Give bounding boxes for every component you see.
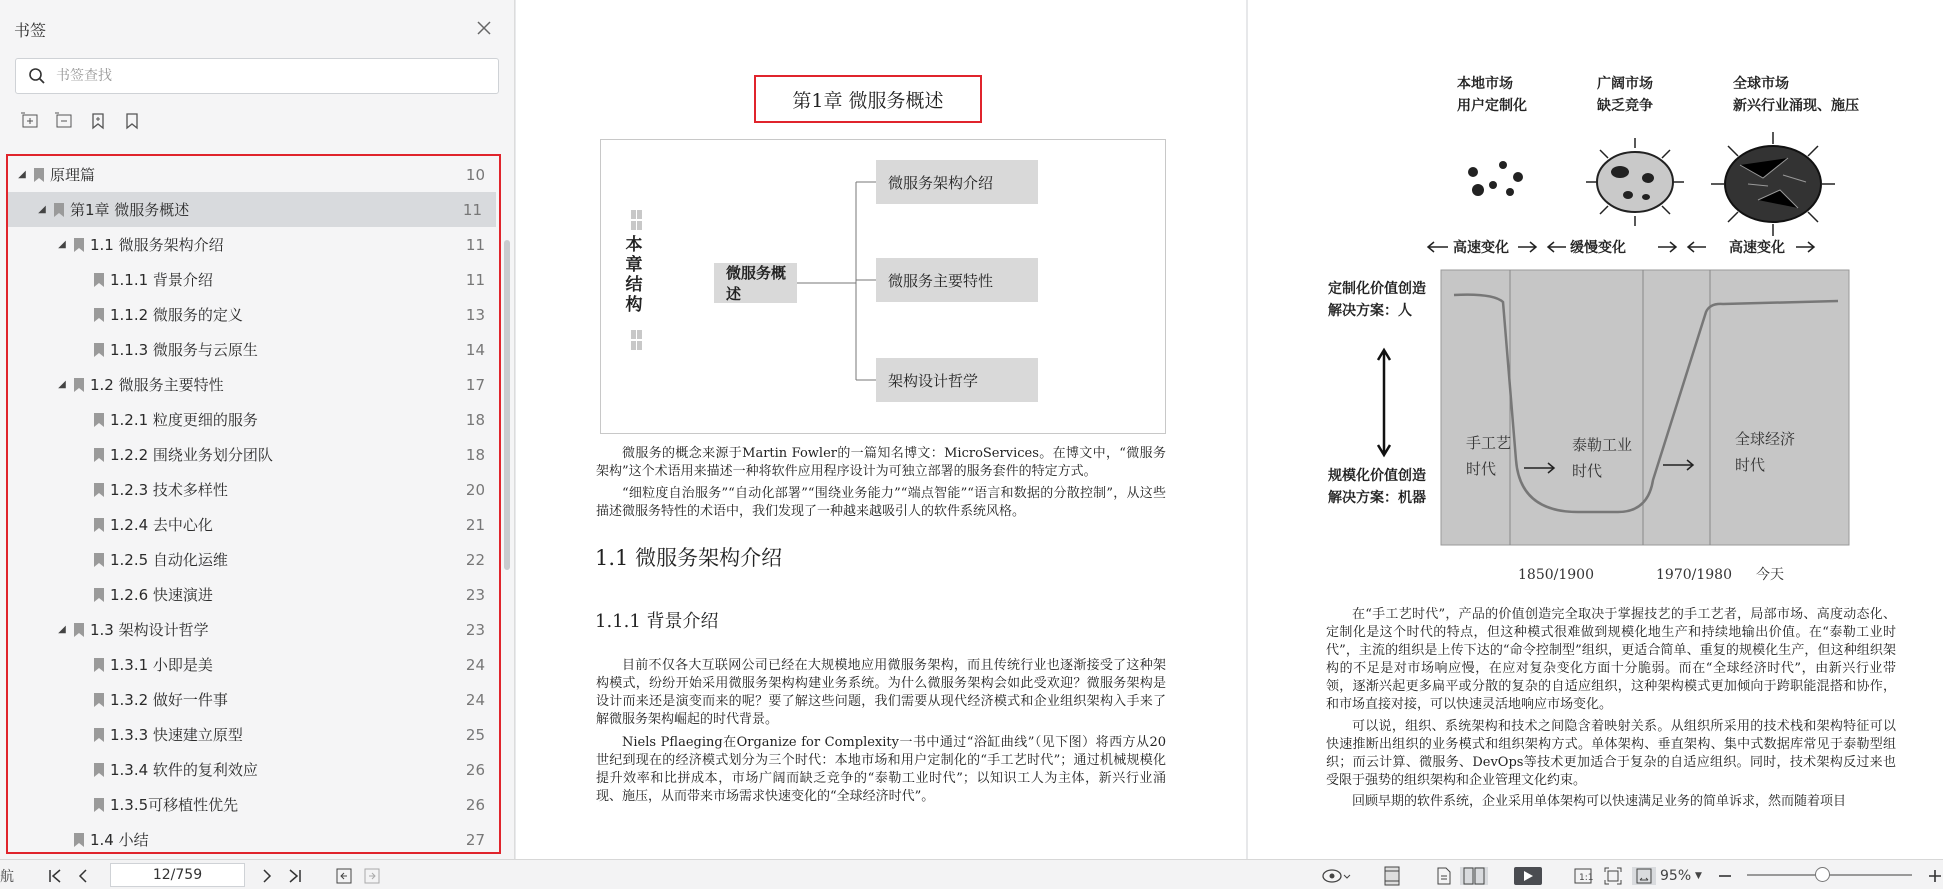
- bookmark-icon: [94, 518, 104, 532]
- tree-item-page: 18: [465, 445, 485, 464]
- era-label-line: 时代: [1735, 456, 1766, 474]
- bookmark-icon: [94, 343, 104, 357]
- bookmark-icon: [94, 798, 104, 812]
- forward-button[interactable]: [364, 867, 380, 885]
- bookmark-icon: [94, 553, 104, 567]
- speed-label: 缓慢变化: [1570, 240, 1626, 256]
- tree-item-label: 1.2.6 快速演进: [110, 586, 213, 604]
- collapse-all-icon: [54, 111, 74, 131]
- collapse-all-button[interactable]: [54, 111, 74, 131]
- bookmark-icon: [94, 273, 104, 287]
- zoom-slider-handle[interactable]: [1815, 867, 1830, 882]
- tree-item-label: 原理篇: [50, 166, 96, 184]
- tree-item-page: 14: [465, 340, 485, 359]
- play-button[interactable]: [1514, 867, 1542, 885]
- continuous-scroll-button[interactable]: [1382, 867, 1402, 885]
- fit-page-button[interactable]: [1604, 867, 1622, 885]
- year-label: 1970/1980: [1656, 567, 1732, 583]
- bookmark-icon: [94, 448, 104, 462]
- bookmark-icon: [94, 693, 104, 707]
- caret-down-icon[interactable]: ◢: [58, 624, 66, 635]
- document-view[interactable]: [516, 0, 1943, 859]
- era-label-line: 手工艺: [1466, 434, 1512, 452]
- tree-item-label: 1.3 架构设计哲学: [90, 621, 209, 639]
- tree-item-page: 18: [465, 410, 485, 429]
- tree-item-page: 11: [465, 270, 485, 289]
- tree-item[interactable]: [8, 822, 499, 857]
- tree-item[interactable]: [8, 682, 499, 717]
- sidebar-scrollbar[interactable]: [504, 240, 510, 570]
- eye-protection-button[interactable]: [1322, 867, 1350, 885]
- tree-item[interactable]: [8, 472, 499, 507]
- tree-item-page: 13: [465, 305, 485, 324]
- tree-item-page: 11: [462, 200, 482, 219]
- tree-item-label: 1.2.3 技术多样性: [110, 481, 228, 499]
- bookmark-icon: [74, 623, 84, 637]
- bookmark-icon: [74, 833, 84, 847]
- year-label: 1850/1900: [1518, 567, 1594, 583]
- paragraph: 目前不仅各大互联网公司已经在大规模地应用微服务架构，而且传统行业也逐渐接受了这种架构模式，纷纷开始采用微服务架构构建业务系统。为什么微服务架构会如此受欢迎？微服务架构是设计而来还是演变而来的呢？要了解这些问题，我们需要从现代经济模式和企业组织架构入手来了解微服务架构崛起的时代背景。: [596, 658, 1166, 727]
- double-page-icon: [1463, 867, 1485, 885]
- market-label-line: 缺乏竞争: [1597, 98, 1653, 114]
- paragraph: Niels Pflaeging在Organize for Complexity一书中通过“浴缸曲线”（见下图）将西方从20世纪到现在的经济模式划分为三个时代：本地市场和用户定制化的“手工艺时代”；通过机械规模化提升效率和比拼成本，市场广阔而缺乏竞争的“泰勒工业时代”；以知识工人为主体，新兴行业涌现、施压，从而带来市场需求快速变化的“全球经济时代”。: [596, 735, 1166, 804]
- back-icon: [336, 868, 352, 884]
- era-label: [1572, 432, 1632, 484]
- tree-item-label: 1.3.2 做好一件事: [110, 691, 228, 709]
- tree-item-label: 1.3.4 软件的复利效应: [110, 761, 258, 779]
- tree-item[interactable]: [8, 752, 499, 787]
- tree-item[interactable]: [8, 717, 499, 752]
- tree-item-page: 26: [465, 795, 485, 814]
- tree-item-page: 23: [465, 585, 485, 604]
- bookmark-icon: [122, 111, 142, 131]
- section-heading: 1.1 微服务架构介绍: [595, 546, 783, 570]
- chapter-structure-diagram: [600, 139, 1166, 434]
- plus-icon: [1928, 869, 1942, 883]
- bookmark-icon: [94, 588, 104, 602]
- tree-item-label: 1.3.3 快速建立原型: [110, 726, 243, 744]
- era-label: [1735, 426, 1795, 478]
- chevron-right-icon: [260, 869, 274, 883]
- tree-item-label: 1.4 小结: [90, 831, 149, 849]
- page-right: [1248, 0, 1943, 859]
- remove-bookmark-button[interactable]: [122, 111, 142, 131]
- year-label: 今天: [1756, 567, 1784, 583]
- tree-item[interactable]: [8, 402, 499, 437]
- last-page-icon: [288, 869, 302, 883]
- tree-item[interactable]: [8, 542, 499, 577]
- actual-size-icon: [1574, 868, 1592, 884]
- paragraph: 回顾早期的软件系统，企业采用单体架构可以快速满足业务的简单诉求，然而随着项目: [1352, 794, 1847, 809]
- expand-all-icon: [20, 111, 40, 131]
- tree-item[interactable]: [8, 262, 499, 297]
- tree-item-label: 1.2.4 去中心化: [110, 516, 213, 534]
- structure-branch-node: 架构设计哲学: [876, 358, 1038, 402]
- era-label-line: 时代: [1466, 460, 1497, 478]
- tree-item[interactable]: [8, 297, 499, 332]
- tree-item-label: 1.2.5 自动化运维: [110, 551, 228, 569]
- tree-item-label: 1.2.2 围绕业务划分团队: [110, 446, 273, 464]
- first-page-button[interactable]: [48, 867, 62, 885]
- tree-item[interactable]: [8, 437, 499, 472]
- caret-down-icon[interactable]: ◢: [38, 204, 46, 215]
- tree-item[interactable]: [8, 157, 499, 192]
- zoom-out-button[interactable]: [1718, 867, 1732, 885]
- tree-item-page: 24: [465, 690, 485, 709]
- scroll-mode-icon: [1382, 867, 1402, 885]
- tree-item-page: 27: [465, 830, 485, 849]
- tree-item[interactable]: [8, 367, 499, 402]
- chapter-title: 第1章 微服务概述: [792, 89, 944, 112]
- value-creation-line: 解决方案：机器: [1328, 490, 1426, 506]
- value-creation-label: [1328, 278, 1426, 322]
- add-bookmark-icon: [88, 111, 108, 131]
- tree-item-page: 22: [465, 550, 485, 569]
- bookmark-icon: [94, 308, 104, 322]
- structure-branch-node: 微服务架构介绍: [876, 160, 1038, 204]
- add-bookmark-button[interactable]: [88, 111, 108, 131]
- search-input[interactable]: [56, 68, 476, 84]
- tree-item-page: 25: [465, 725, 485, 744]
- tree-item[interactable]: [8, 227, 499, 262]
- tree-item[interactable]: [8, 507, 499, 542]
- actual-size-button[interactable]: [1574, 867, 1592, 885]
- tree-item-label: 1.2 微服务主要特性: [90, 376, 224, 394]
- fit-page-icon: [1604, 867, 1622, 885]
- bookmark-icon: [94, 728, 104, 742]
- bookmark-icon: [54, 203, 64, 217]
- back-button[interactable]: [336, 867, 352, 885]
- last-page-button[interactable]: [288, 867, 302, 885]
- search-icon: [28, 67, 46, 85]
- tree-item-label: 1.3.5可移植性优先: [110, 796, 239, 814]
- tree-item-label: 1.3.1 小即是美: [110, 656, 213, 674]
- era-label-line: 泰勒工业: [1572, 436, 1633, 454]
- minus-icon: [1718, 869, 1732, 883]
- bookmark-icon: [94, 658, 104, 672]
- market-label-line: 全球市场: [1733, 76, 1789, 92]
- single-page-icon: [1436, 867, 1452, 885]
- tree-item-page: 23: [465, 620, 485, 639]
- tree-item-page: 20: [465, 480, 485, 499]
- tree-item[interactable]: [8, 577, 499, 612]
- caret-down-icon[interactable]: ◢: [58, 379, 66, 390]
- next-page-button[interactable]: [260, 867, 274, 885]
- first-page-icon: [48, 869, 62, 883]
- value-creation-label: [1328, 465, 1426, 509]
- paragraph: 微服务的概念来源于Martin Fowler的一篇知名博文：MicroServices。在博文中，“微服务架构”这个术语用来描述一种将软件应用程序设计为可独立部署的服务套件的特定方式。: [596, 446, 1166, 479]
- chevron-left-icon: [76, 869, 90, 883]
- market-label-line: 本地市场: [1457, 76, 1513, 92]
- value-creation-line: 规模化价值创造: [1328, 468, 1426, 484]
- fit-width-button[interactable]: [1632, 867, 1656, 885]
- bookmark-tree: [6, 154, 501, 854]
- bookmark-search[interactable]: [15, 58, 499, 94]
- tree-item-page: 17: [465, 375, 485, 394]
- market-label-line: 新兴行业涌现、施压: [1733, 98, 1859, 114]
- tree-item-label: 1.1 微服务架构介绍: [90, 236, 224, 254]
- svg-text:1:1: 1:1: [1579, 873, 1594, 883]
- expand-all-button[interactable]: [20, 111, 40, 131]
- paragraph: 在“手工艺时代”，产品的价值创造完全取决于掌握技艺的手工艺者，局部市场、高度动态化、定制化是这个时代的特点，但这种模式很难做到规模化地生产和持续地输出价值。在“泰勒工业时代”，主流的组织是上传下达的“命令控制型”组织，更适合简单、重复的规模化生产，但这种组织架构的不足是对市场响应慢，在应对复杂变化方面十分脆弱。而在“全球经济时代”，由新兴行业带领，逐渐兴起更多扁平或分散的复杂的自适应组织，这种架构模式更加倾向于跨职能混搭和协作，和市场直接对接，可以快速灵活地响应市场变化。: [1326, 607, 1896, 712]
- chapter-title-box: [754, 75, 982, 123]
- bookmark-icon: [94, 483, 104, 497]
- market-label-line: 广阔市场: [1597, 76, 1653, 92]
- close-icon[interactable]: [472, 16, 496, 40]
- panel-title: 书签: [14, 21, 47, 40]
- market-label-line: 用户定制化: [1457, 98, 1527, 114]
- bookmark-icon: [74, 378, 84, 392]
- single-page-button[interactable]: [1436, 867, 1452, 885]
- era-label-line: 时代: [1572, 462, 1603, 480]
- tree-item-label: 1.1.3 微服务与云原生: [110, 341, 258, 359]
- bookmark-icon: [74, 238, 84, 252]
- tree-item-label: 1.1.1 背景介绍: [110, 271, 213, 289]
- tree-item-page: 11: [465, 235, 485, 254]
- tree-item[interactable]: [8, 612, 499, 647]
- prev-page-button[interactable]: [76, 867, 90, 885]
- structure-branch-node: 微服务主要特性: [876, 258, 1038, 302]
- page-number-input[interactable]: [110, 863, 245, 887]
- structure-center-node: 微服务概述: [714, 263, 797, 303]
- caret-down-icon[interactable]: ◢: [18, 169, 26, 180]
- era-label-line: 全球经济: [1735, 430, 1796, 448]
- status-bar: [0, 859, 1943, 889]
- speed-label: 高速变化: [1453, 240, 1509, 256]
- eye-icon: [1322, 868, 1350, 884]
- tree-item-page: 21: [465, 515, 485, 534]
- double-page-button[interactable]: [1460, 867, 1488, 885]
- era-label: [1466, 430, 1511, 482]
- tree-item-selected[interactable]: [8, 192, 496, 227]
- tree-item-page: 26: [465, 760, 485, 779]
- tree-item-label: 第1章 微服务概述: [70, 201, 190, 219]
- bathtub-curve-figure: [1328, 60, 1888, 600]
- page-left: [516, 0, 1246, 859]
- tree-item[interactable]: [8, 647, 499, 682]
- play-icon: [1522, 870, 1534, 882]
- tree-item[interactable]: [8, 787, 499, 822]
- caret-down-icon[interactable]: ◢: [58, 239, 66, 250]
- forward-icon: [364, 868, 380, 884]
- tree-item-label: 1.2.1 粒度更细的服务: [110, 411, 258, 429]
- bookmark-icon: [34, 168, 44, 182]
- structure-vertical-label: 本章结构: [625, 235, 643, 315]
- speed-label: 高速变化: [1729, 240, 1785, 256]
- fit-width-icon: [1635, 867, 1653, 885]
- bookmark-icon: [94, 413, 104, 427]
- value-creation-line: 解决方案：人: [1328, 303, 1412, 319]
- zoom-level[interactable]: 95%: [1660, 868, 1692, 884]
- bookmark-icon: [94, 763, 104, 777]
- tree-item[interactable]: [8, 332, 499, 367]
- tree-item-label: 1.1.2 微服务的定义: [110, 306, 243, 324]
- nav-label[interactable]: 航: [0, 869, 14, 885]
- zoom-in-button[interactable]: [1928, 867, 1942, 885]
- paragraph: 可以说，组织、系统架构和技术之间隐含着映射关系。从组织所采用的技术栈和架构特征可以快速推断出组织的业务模式和组织架构方式。单体架构、垂直架构、集中式数据库常见于泰勒型组织；而云计算、微服务、DevOps等技术更加适合于复杂的自适应组织。同时，技术架构反过来也受限于强势的组织架构和企业管理文化约束。: [1326, 719, 1896, 788]
- paragraph: “细粒度自治服务”“自动化部署”“围绕业务能力”“端点智能”“语言和数据的分散控制”，从这些描述微服务特性的术语中，我们发现了一种越来越吸引人的软件系统风格。: [596, 486, 1166, 519]
- subsection-heading: 1.1.1 背景介绍: [595, 611, 719, 632]
- tree-item-page: 24: [465, 655, 485, 674]
- value-creation-line: 定制化价值创造: [1328, 281, 1426, 297]
- bookmark-panel: [0, 0, 515, 859]
- figure-graphics: [1328, 60, 1888, 600]
- zoom-dropdown-icon[interactable]: ▼: [1695, 871, 1702, 881]
- tree-item-page: 10: [465, 165, 485, 184]
